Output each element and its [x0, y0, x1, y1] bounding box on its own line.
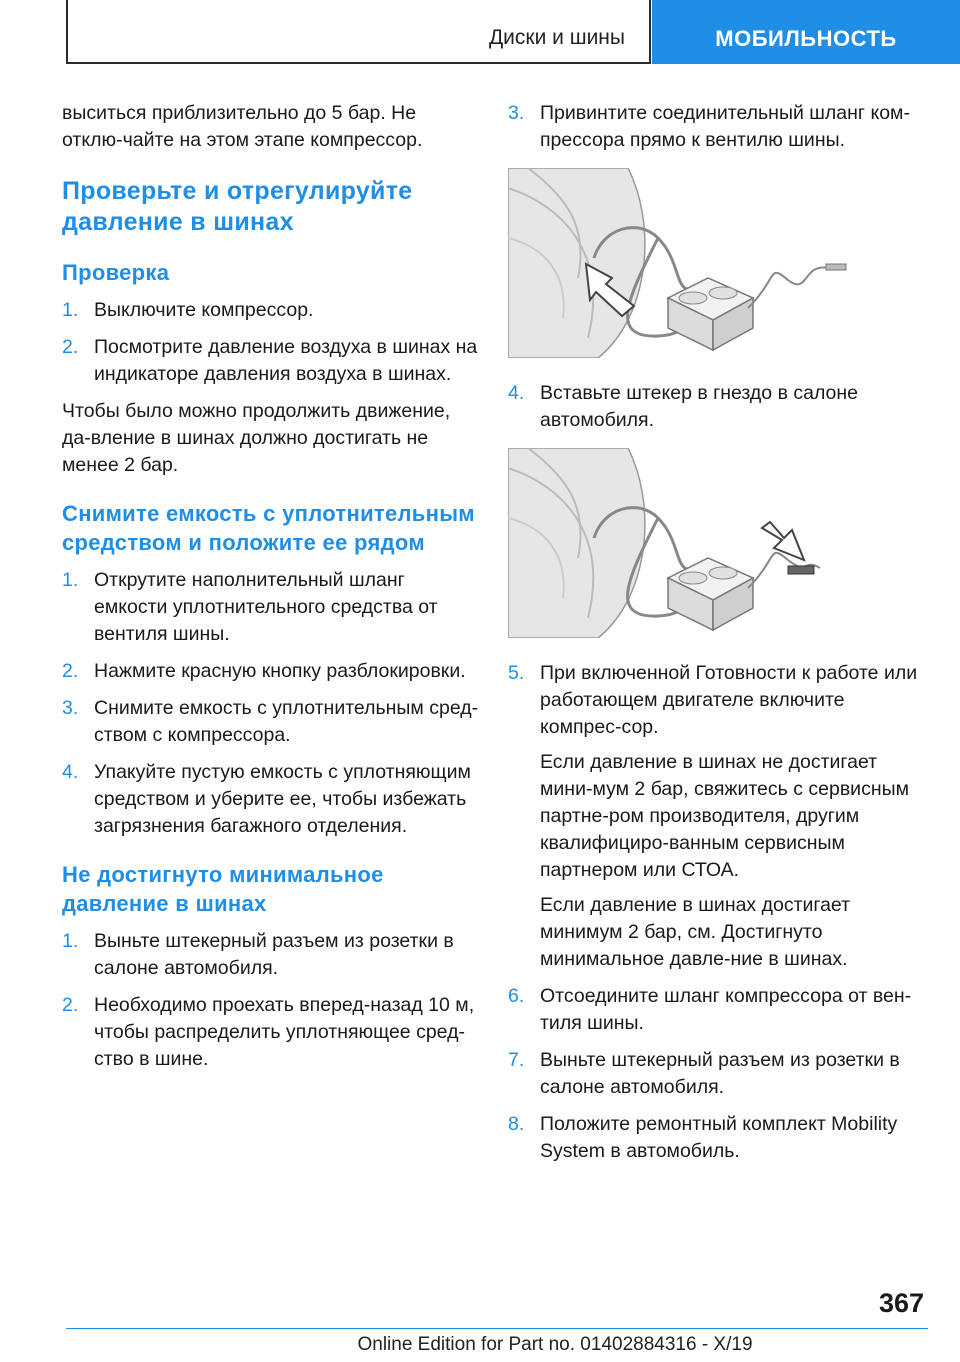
list-item: [508, 983, 928, 1037]
subheading-check: Проверка: [62, 260, 170, 285]
list-item: [508, 380, 928, 434]
intro-paragraph: выситься приблизительно до 5 бар. Не отклю-чайте на этом этапе компрессор.: [62, 102, 423, 151]
step-number: 4.: [508, 382, 525, 404]
check-note: Чтобы было можно продолжить движение, да-вление в шинах должно достигать не менее 2 бар.: [62, 400, 451, 476]
right-column: [508, 100, 928, 1175]
section-heading-check-adjust: Проверьте и отрегулируйте давление в шинах: [62, 177, 413, 236]
step-text: Выньте штекерный разъем из розетки в салоне автомобиля.: [540, 1049, 900, 1098]
step-number: 5.: [508, 662, 525, 684]
step-number: 1.: [62, 569, 79, 591]
list-item: [62, 759, 480, 840]
footer-divider: [66, 1328, 928, 1329]
list-item: [62, 297, 480, 324]
step-number: 8.: [508, 1113, 525, 1135]
section-title: Диски и шины: [488, 26, 625, 49]
step-text: Необходимо проехать вперед-назад 10 м, чтобы распределить уплотняющее сред-ство в шине.: [94, 994, 475, 1070]
list-item: [62, 567, 480, 648]
step-text: Отсоедините шланг компрессора от вен-тиля шины.: [540, 985, 912, 1034]
step-text: Вставьте штекер в гнездо в салоне автомобиля.: [540, 382, 858, 431]
list-item: [62, 334, 480, 388]
list-item: [62, 992, 480, 1073]
min-pressure-steps-list: [62, 928, 480, 1073]
step-note: Если давление в шинах не достигает мини-мум 2 бар, свяжитесь с сервисным партне-ром производителя, другим квалифициро-ванным сервисным партнером или СТОА.: [540, 751, 910, 881]
step-text: Посмотрите давление воздуха в шинах на индикаторе давления воздуха в шинах.: [94, 336, 478, 385]
list-item: [508, 100, 928, 154]
step-text: Выключите компрессор.: [94, 299, 314, 321]
step-text: При включенной Готовности к работе или работающем двигателе включите компрес-сор.: [540, 662, 918, 738]
step-number: 2.: [62, 994, 79, 1016]
step-number: 3.: [62, 697, 79, 719]
right-steps-b: [508, 380, 928, 434]
remove-steps-list: [62, 567, 480, 840]
left-column: [62, 100, 480, 1083]
page-header: [0, 0, 960, 66]
step-text: Нажмите красную кнопку разблокировки.: [94, 660, 466, 682]
step-number: 4.: [62, 761, 79, 783]
page-number: 367: [878, 1288, 924, 1318]
right-steps-c: [508, 660, 928, 1165]
plug-socket-illustration: [508, 448, 928, 638]
subheading-remove-container: Снимите емкость с уплотнительным средством и положите ее рядом: [62, 501, 475, 555]
step-text: Положите ремонтный комплект Mobility System в автомобиль.: [540, 1113, 898, 1162]
edition-footer: Online Edition for Part no. 01402884316 - X/19: [357, 1334, 753, 1355]
subheading-min-pressure: Не достигнуто минимальное давление в шинах: [62, 862, 384, 916]
step-number: 1.: [62, 299, 79, 321]
list-item: [62, 695, 480, 749]
step-text: Выньте штекерный разъем из розетки в салоне автомобиля.: [94, 930, 454, 979]
check-steps-list: [62, 297, 480, 388]
list-item: [62, 658, 480, 685]
list-item: [508, 1111, 928, 1165]
compressor-to-valve-illustration: [508, 168, 928, 358]
list-item: [508, 1047, 928, 1101]
step-note-link[interactable]: Если давление в шинах достигает минимум 2 бар, см. Достигнуто минимальное давле-ние в шинах.: [540, 894, 851, 970]
step-number: 2.: [62, 336, 79, 358]
header-frame: [66, 0, 651, 64]
step-text: Открутите наполнительный шланг емкости уплотнительного средства от вентиля шины.: [94, 569, 438, 645]
step-number: 3.: [508, 102, 525, 124]
step-text: Снимите емкость с уплотнительным сред-ством с компрессора.: [94, 697, 479, 746]
step-number: 2.: [62, 660, 79, 682]
right-steps-a: [508, 100, 928, 154]
step-number: 6.: [508, 985, 525, 1007]
step-text: Привинтите соединительный шланг ком-прессора прямо к вентилю шины.: [540, 102, 910, 151]
step-number: 7.: [508, 1049, 525, 1071]
step-number: 1.: [62, 930, 79, 952]
list-item: [62, 928, 480, 982]
chapter-tab[interactable]: МОБИЛЬНОСТЬ: [652, 0, 960, 64]
step-text: Упакуйте пустую емкость с уплотняющим средством и уберите ее, чтобы избежать загрязнения багажного отделения.: [94, 761, 471, 837]
list-item: [508, 660, 928, 973]
